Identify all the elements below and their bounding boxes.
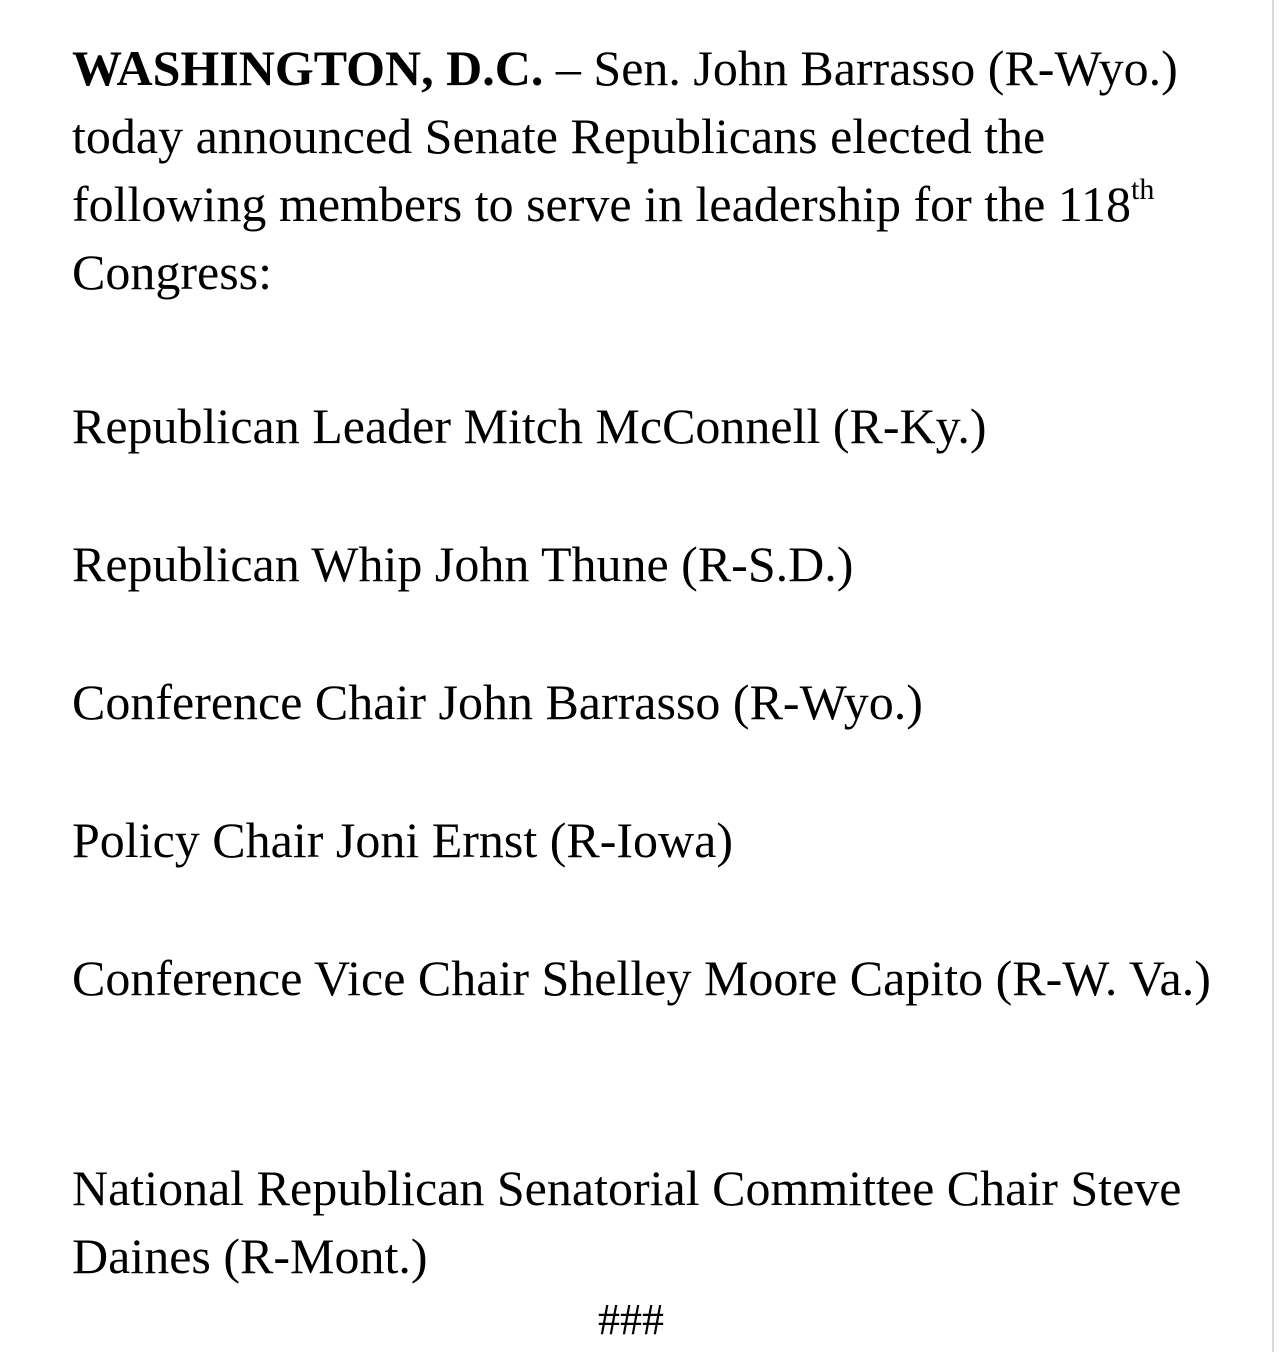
member-conference-chair: Conference Chair John Barrasso (R-Wyo.)	[72, 674, 923, 730]
press-release-body	[72, 34, 1212, 1284]
intro-text: Sen. John Barrasso (R-Wyo.) today announced Senate Republicans elected the following members to serve in leadership for the 118	[72, 40, 1178, 232]
member-nrsc-chair: National Republican Senatorial Committee Chair Steve Daines (R-Mont.)	[72, 1160, 1182, 1284]
dateline: WASHINGTON, D.C.	[72, 40, 544, 96]
member-policy-chair: Policy Chair Joni Ernst (R-Iowa)	[72, 812, 734, 868]
end-mark: ###	[598, 1295, 664, 1344]
intro-end: Congress:	[72, 244, 272, 300]
member-conference-vice-chair: Conference Vice Chair Shelley Moore Capito (R-W. Va.)	[72, 950, 1211, 1006]
ordinal-suffix: th	[1130, 173, 1155, 207]
member-republican-whip: Republican Whip John Thune (R-S.D.)	[72, 536, 854, 592]
dateline-separator: –	[543, 40, 594, 96]
intro-paragraph	[72, 34, 1212, 306]
page-edge-divider	[1272, 0, 1274, 1352]
member-republican-leader: Republican Leader Mitch McConnell (R-Ky.)	[72, 398, 987, 454]
